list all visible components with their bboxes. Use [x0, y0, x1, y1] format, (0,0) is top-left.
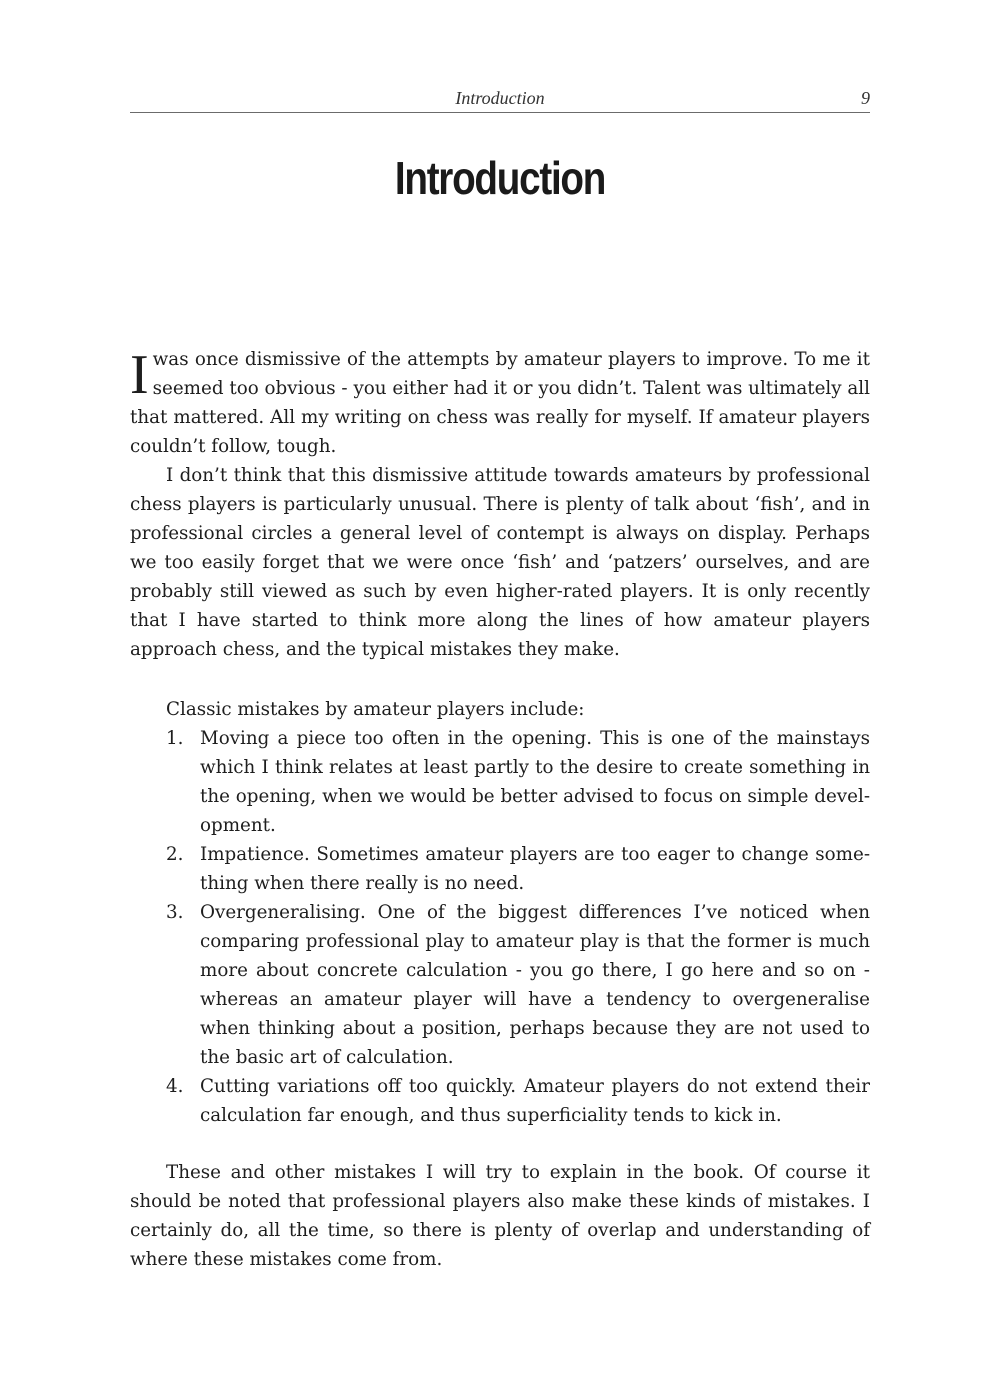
closing-paragraph [130, 1158, 870, 1274]
second-paragraph-text: I don’t think that this dismissive attitude towards amateurs by professional chess players is particularly unusual. There is plenty of talk about ‘fish’, and in professional circles a general level of contempt is always on display. Perhaps we too easily forget that we were once ‘fish’ and ‘patzers’ ourselves, and are probably still viewed as such by even higher-rated players. It is only recently that I have started to think more along the lines of how amateur players approach chess, and the typical mistakes they make. [130, 465, 870, 660]
list-intro [130, 695, 870, 724]
first-paragraph [130, 345, 870, 461]
second-paragraph [130, 461, 870, 664]
list-item-text: Cutting variations off too quickly. Amateur players do not extend their calculation far enough, and thus superficiality tends to kick in. [200, 1076, 870, 1126]
closing-paragraph-text: These and other mistakes I will try to explain in the book. Of course it should be noted that professional players also make these kinds of mistakes. I certainly do, all the time, so there is plenty of overlap and understanding of where these mistakes come from. [130, 1162, 870, 1270]
drop-cap: I [130, 344, 149, 406]
list-item [166, 840, 870, 898]
list-item [166, 1072, 870, 1130]
list-item-number: 2. [166, 844, 184, 865]
list-item-text: Moving a piece too often in the opening. This is one of the mainstays which I think relates at least partly to the desire to create something in the opening, when we would be better advised to focus on simple development. [200, 728, 870, 836]
running-header-section: Introduction [455, 88, 545, 108]
list-item-text: Impatience. Sometimes amateur players are too eager to change something when there really is no need. [200, 844, 870, 894]
list-item-text: Overgeneralising. One of the biggest differences I’ve noticed when comparing professional play to amateur play is that the former is much more about concrete calculation - you go there, I go here and so on - whereas an amateur player will have a tendency to overgeneralise when thinking about a position, perhaps because they are not used to the basic art of calculation. [200, 902, 870, 1068]
list-item [166, 898, 870, 1072]
list-item [166, 724, 870, 840]
chapter-title: Introduction [394, 152, 606, 204]
first-paragraph-text: was once dismissive of the attempts by amateur players to improve. To me it seemed too obvious - you either had it or you didn’t. Talent was ultimately all that mattered. All my writing on chess was really for myself. If amateur players couldn’t follow, tough. [130, 349, 870, 457]
page-number: 9 [861, 88, 870, 108]
mistakes-list [166, 724, 870, 1130]
list-item-number: 3. [166, 902, 184, 923]
running-header [130, 86, 870, 113]
list-item-number: 4. [166, 1076, 184, 1097]
list-item-number: 1. [166, 728, 184, 749]
list-intro-text: Classic mistakes by amateur players include: [166, 699, 585, 720]
